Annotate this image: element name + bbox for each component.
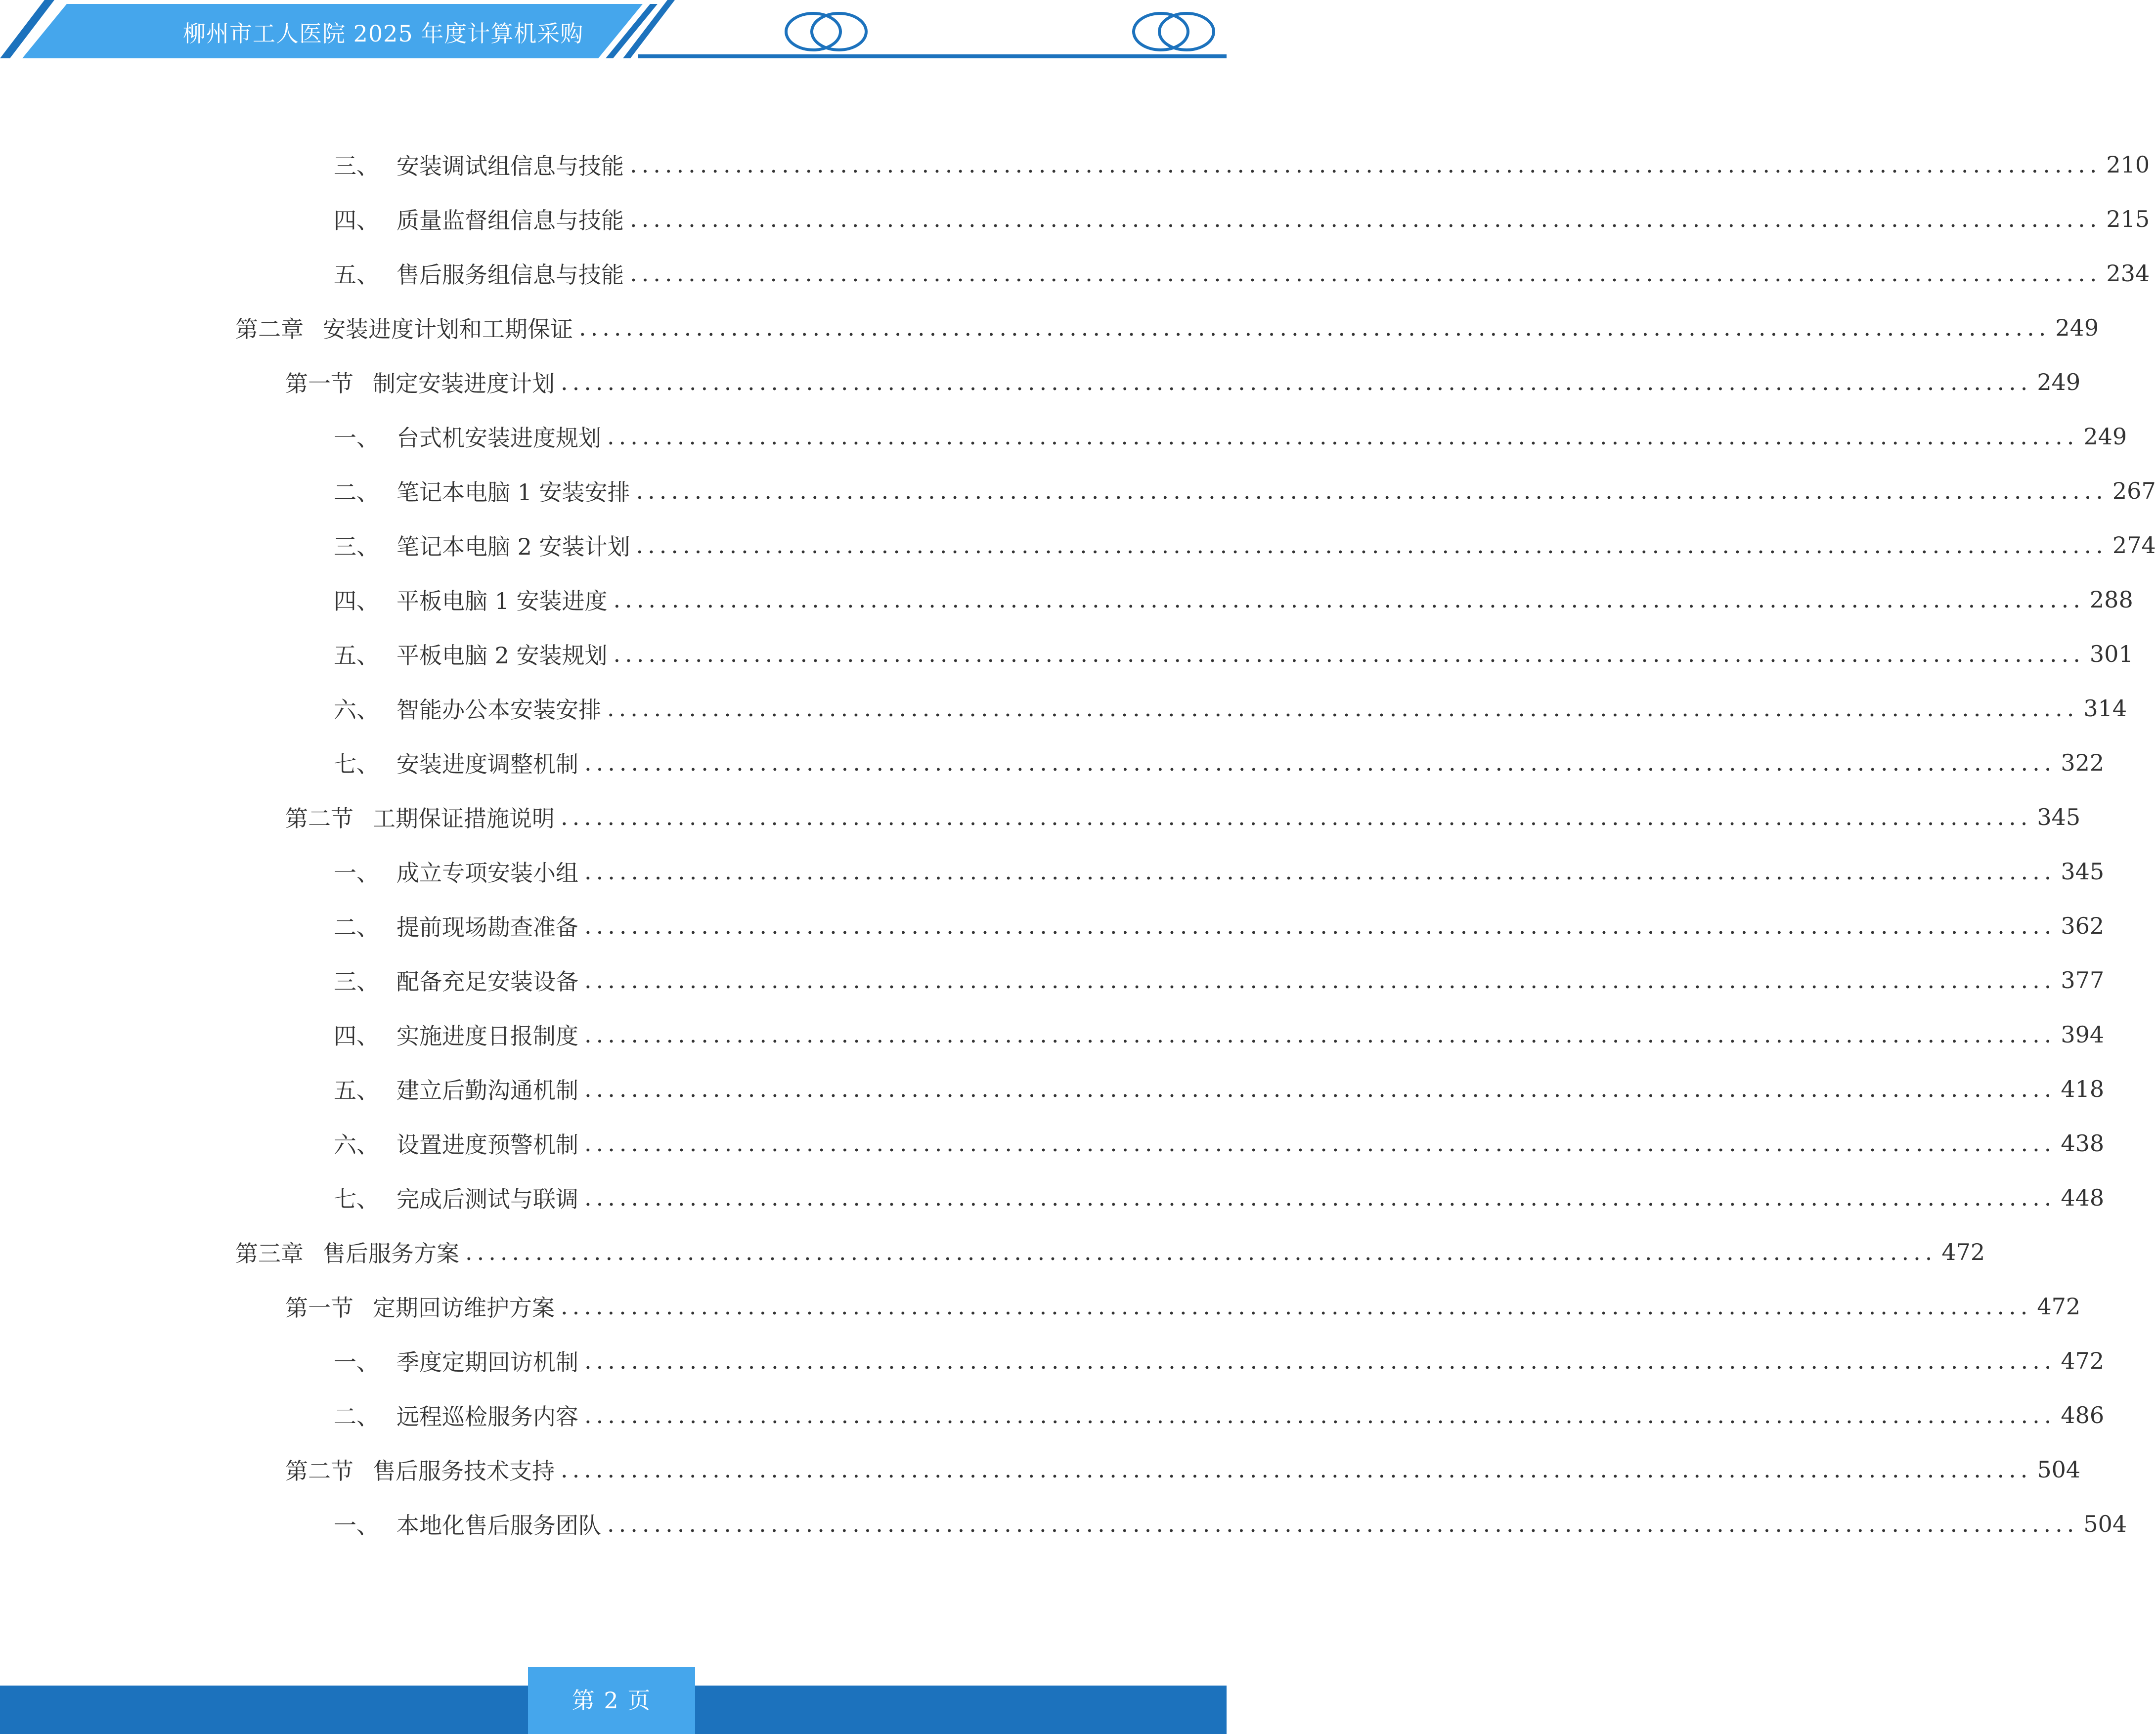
toc-entry[interactable] <box>235 1232 1985 1272</box>
toc-entry[interactable] <box>285 797 2081 837</box>
toc-entry[interactable] <box>285 1287 2081 1326</box>
toc-dot-leader: .............................................................................................................................. <box>561 369 2032 395</box>
toc-entry[interactable] <box>334 1069 2105 1109</box>
toc-entry-number: 三、 <box>334 968 379 995</box>
toc-dot-leader: .............................................................................................................................. <box>636 532 2108 559</box>
toc-entry-number: 五、 <box>334 261 379 288</box>
toc-entry-page: 377 <box>2061 967 2105 994</box>
toc-dot-leader: .............................................................................................................................. <box>613 586 2085 613</box>
toc-entry-title: 质量监督组信息与技能 <box>396 207 624 234</box>
toc-entry-page: 249 <box>2037 369 2081 395</box>
toc-entry-page: 249 <box>2083 423 2127 450</box>
toc-entry-number: 七、 <box>334 751 379 778</box>
toc-dot-leader: .............................................................................................................................. <box>561 804 2032 830</box>
toc-entry[interactable] <box>334 1504 2127 1544</box>
toc-dot-leader: .............................................................................................................................. <box>584 749 2056 776</box>
toc-entry-page: 394 <box>2061 1021 2105 1048</box>
toc-entry-title: 智能办公本安装安排 <box>396 696 601 723</box>
toc-entry-title: 本地化售后服务团队 <box>396 1512 601 1539</box>
toc-entry-title: 安装调试组信息与技能 <box>396 153 624 179</box>
toc-entry-page: 438 <box>2061 1130 2105 1157</box>
toc-entry[interactable] <box>334 960 2105 1000</box>
toc-entry-page: 472 <box>1941 1239 1985 1265</box>
toc-entry-number: 二、 <box>334 479 379 506</box>
toc-entry-number: 二、 <box>334 914 379 941</box>
double-ring-icon <box>779 7 873 56</box>
toc-entry-title: 配备充足安装设备 <box>396 968 578 995</box>
toc-entry-number: 六、 <box>334 1131 379 1158</box>
toc-dot-leader: .............................................................................................................................. <box>584 1184 2056 1211</box>
toc-dot-leader: .............................................................................................................................. <box>584 1402 2056 1429</box>
toc-entry-number: 六、 <box>334 696 379 723</box>
toc-dot-leader: .............................................................................................................................. <box>584 1076 2056 1102</box>
toc-entry-number: 五、 <box>334 1077 379 1104</box>
toc-entry-number: 七、 <box>334 1186 379 1213</box>
toc-dot-leader: .............................................................................................................................. <box>584 912 2056 939</box>
toc-entry-number: 一、 <box>334 1349 379 1376</box>
toc-entry-title: 售后服务方案 <box>323 1240 459 1267</box>
toc-entry-title: 平板电脑 2 安装规划 <box>396 642 608 669</box>
toc-entry[interactable] <box>334 471 2156 511</box>
toc-entry[interactable] <box>334 417 2127 456</box>
toc-entry-page: 301 <box>2089 641 2133 667</box>
toc-entry-title: 平板电脑 1 安装进度 <box>396 588 608 614</box>
toc-entry-page: 314 <box>2083 695 2127 722</box>
page-number: 第 2 页 <box>572 1687 652 1714</box>
toc-entry-number: 一、 <box>334 860 379 886</box>
toc-entry-number: 第三章 <box>235 1240 304 1267</box>
toc-entry[interactable] <box>285 362 2081 402</box>
toc-entry[interactable] <box>334 1178 2105 1217</box>
toc-entry-title: 成立专项安装小组 <box>396 860 578 886</box>
toc-entry-number: 第二节 <box>285 1458 353 1484</box>
toc-entry[interactable] <box>334 689 2127 728</box>
toc-dot-leader: .............................................................................................................................. <box>607 695 2079 722</box>
toc-entry-page: 362 <box>2061 912 2105 939</box>
toc-entry[interactable] <box>334 145 2150 184</box>
toc-entry[interactable] <box>334 525 2156 565</box>
toc-dot-leader: .............................................................................................................................. <box>465 1239 1937 1265</box>
toc-entry[interactable] <box>334 852 2105 891</box>
document-title: 柳州市工人医院 2025 年度计算机采购 <box>183 20 584 47</box>
toc-entry-title: 安装进度计划和工期保证 <box>323 316 573 343</box>
toc-entry-number: 五、 <box>334 642 379 669</box>
toc-entry-number: 一、 <box>334 425 379 451</box>
toc-entry[interactable] <box>334 634 2133 674</box>
toc-entry-number: 四、 <box>334 588 379 614</box>
toc-entry-title: 定期回访维护方案 <box>373 1295 555 1321</box>
toc-entry-title: 完成后测试与联调 <box>396 1186 578 1213</box>
toc-entry[interactable] <box>334 906 2105 946</box>
toc-entry-page: 345 <box>2061 858 2105 885</box>
toc-entry-number: 三、 <box>334 153 379 179</box>
toc-entry-page: 322 <box>2061 749 2105 776</box>
toc-entry-number: 四、 <box>334 207 379 234</box>
toc-dot-leader: .............................................................................................................................. <box>613 641 2085 667</box>
toc-entry[interactable] <box>334 1341 2105 1381</box>
toc-entry-number: 第二章 <box>235 316 304 343</box>
toc-entry-page: 472 <box>2061 1347 2105 1374</box>
toc-entry-number: 三、 <box>334 533 379 560</box>
toc-entry-page: 234 <box>2106 260 2150 287</box>
toc-entry-title: 工期保证措施说明 <box>373 805 555 832</box>
toc-entry-title: 实施进度日报制度 <box>396 1023 578 1049</box>
toc-entry-number: 二、 <box>334 1403 379 1430</box>
toc-dot-leader: .............................................................................................................................. <box>561 1456 2032 1483</box>
toc-entry-title: 台式机安装进度规划 <box>396 425 601 451</box>
toc-dot-leader: .............................................................................................................................. <box>579 314 2051 341</box>
toc-dot-leader: .............................................................................................................................. <box>636 477 2108 504</box>
toc-entry-page: 288 <box>2089 586 2133 613</box>
double-ring-icon <box>1126 7 1220 56</box>
toc-entry-title: 设置进度预警机制 <box>396 1131 578 1158</box>
toc-entry-number: 四、 <box>334 1023 379 1049</box>
toc-entry[interactable] <box>334 254 2150 293</box>
page-header <box>0 0 1227 64</box>
toc-entry-page: 249 <box>2055 314 2099 341</box>
toc-entry-number: 一、 <box>334 1512 379 1539</box>
toc-entry-title: 售后服务技术支持 <box>373 1458 555 1484</box>
toc-dot-leader: .............................................................................................................................. <box>607 423 2079 450</box>
toc-entry-title: 安装进度调整机制 <box>396 751 578 778</box>
toc-entry-title: 笔记本电脑 2 安装计划 <box>396 533 630 560</box>
toc-entry-title: 建立后勤沟通机制 <box>396 1077 578 1104</box>
toc-entry-number: 第二节 <box>285 805 353 832</box>
toc-dot-leader: .............................................................................................................................. <box>584 967 2056 994</box>
toc-entry[interactable] <box>334 1395 2105 1435</box>
toc-dot-leader: .............................................................................................................................. <box>630 260 2102 287</box>
toc-dot-leader: .............................................................................................................................. <box>584 1347 2056 1374</box>
toc-entry[interactable] <box>334 1015 2105 1054</box>
toc-entry[interactable] <box>334 1124 2105 1163</box>
toc-entry-page: 472 <box>2037 1293 2081 1320</box>
toc-entry[interactable] <box>334 743 2105 782</box>
toc-entry-title: 售后服务组信息与技能 <box>396 261 624 288</box>
toc-dot-leader: .............................................................................................................................. <box>584 858 2056 885</box>
toc-entry-page: 274 <box>2112 532 2156 559</box>
toc-entry[interactable] <box>334 199 2150 239</box>
toc-dot-leader: .............................................................................................................................. <box>630 151 2102 178</box>
toc-entry-page: 345 <box>2037 804 2081 830</box>
toc-dot-leader: .............................................................................................................................. <box>584 1130 2056 1157</box>
toc-entry-page: 418 <box>2061 1076 2105 1102</box>
toc-entry-number: 第一节 <box>285 370 353 397</box>
toc-entry-page: 486 <box>2061 1402 2105 1429</box>
toc-entry-page: 504 <box>2083 1511 2127 1537</box>
toc-entry-page: 210 <box>2106 151 2150 178</box>
toc-dot-leader: .............................................................................................................................. <box>607 1511 2079 1537</box>
toc-entry-page: 448 <box>2061 1184 2105 1211</box>
toc-entry-title: 提前现场勘查准备 <box>396 914 578 941</box>
toc-entry-title: 季度定期回访机制 <box>396 1349 578 1376</box>
toc-entry[interactable] <box>285 1450 2081 1489</box>
toc-entry[interactable] <box>235 308 2099 347</box>
toc-entry[interactable] <box>334 580 2133 619</box>
toc-entry-page: 215 <box>2106 206 2150 232</box>
toc-entry-page: 504 <box>2037 1456 2081 1483</box>
toc-entry-title: 远程巡检服务内容 <box>396 1403 578 1430</box>
toc-dot-leader: .............................................................................................................................. <box>630 206 2102 232</box>
toc-dot-leader: .............................................................................................................................. <box>584 1021 2056 1048</box>
toc-entry-title: 制定安装进度计划 <box>373 370 555 397</box>
toc-entry-title: 笔记本电脑 1 安装安排 <box>396 479 630 506</box>
toc-entry-number: 第一节 <box>285 1295 353 1321</box>
toc-entry-page: 267 <box>2112 477 2156 504</box>
toc-dot-leader: .............................................................................................................................. <box>561 1293 2032 1320</box>
